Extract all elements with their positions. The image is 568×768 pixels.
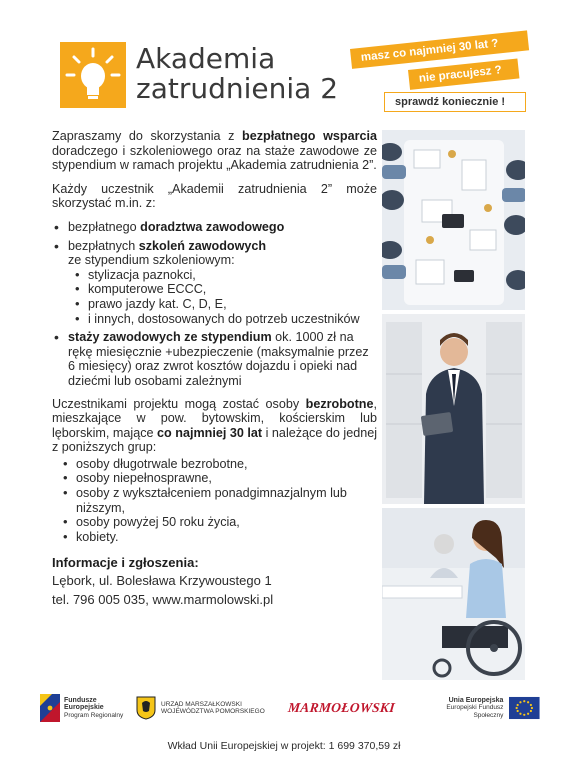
groups-list bbox=[62, 457, 377, 545]
photo-woman-wheelchair bbox=[382, 508, 525, 680]
intro-text-2: doradczego i szkoleniowego oraz na staże zawodowe ze stypendium w ramach projektu „Akademia zatrudnienia 2”. bbox=[52, 143, 377, 173]
eu-flag-icon bbox=[509, 695, 540, 721]
participants-text-1: Uczestnikami projektu mogą zostać osoby bbox=[52, 396, 306, 411]
footer-logos bbox=[40, 690, 540, 730]
fe-line-2: Europejskie bbox=[64, 704, 104, 712]
info-heading: Informacje i zgłoszenia: bbox=[52, 555, 199, 571]
photo-businessman-tablet bbox=[382, 314, 525, 504]
ue-line-2: Europejski Fundusz Społeczny bbox=[446, 704, 504, 719]
tag-check-it: sprawdź koniecznie ! bbox=[384, 92, 526, 112]
participants-paragraph bbox=[52, 397, 377, 455]
tag-unemployed-question: nie pracujesz ? bbox=[408, 59, 519, 90]
benefit-2-bold: szkoleń zawodowych bbox=[138, 238, 267, 253]
benefit-2-suffix: ze stypendium szkoleniowym: bbox=[68, 253, 235, 268]
course-item: • prawo jazdy kat. C, D, E, bbox=[74, 297, 377, 312]
info-address: Lębork, ul. Bolesława Krzywoustego 1 bbox=[52, 573, 272, 589]
fe-line-3: Program Regionalny bbox=[64, 711, 124, 719]
offer-intro: Każdy uczestnik „Akademii zatrudnienia 2” może skorzystać m.in. z: bbox=[52, 181, 377, 211]
main-text-column bbox=[52, 129, 377, 609]
benefit-1-bold: doradztwa zawodowego bbox=[140, 219, 285, 234]
page-title bbox=[136, 44, 338, 104]
eu-contribution-note: Wkład Unii Europejskiej w projekt: 1 699 370,59 zł bbox=[167, 740, 401, 752]
marmolowski-logo bbox=[288, 690, 395, 726]
intro-text-1: Zapraszamy do skorzystania z bbox=[52, 129, 243, 143]
group-item: • osoby powyżej 50 roku życia, bbox=[62, 515, 377, 530]
benefit-internship bbox=[52, 330, 377, 388]
intro-text-bold: bezpłatnego wsparcia bbox=[242, 129, 377, 143]
um-line-1: URZĄD MARSZAŁKOWSKI bbox=[161, 700, 242, 708]
courses-list bbox=[74, 268, 377, 326]
intro-paragraph bbox=[52, 129, 377, 173]
fundusze-europejskie-logo bbox=[40, 690, 123, 726]
benefit-1-text: bezpłatnego bbox=[68, 219, 141, 234]
participants-bold-1: bezrobotne bbox=[305, 396, 374, 411]
um-line-2: WOJEWÓDZTWA POMORSKIEGO bbox=[161, 708, 265, 715]
lightbulb-logo bbox=[60, 42, 126, 108]
benefit-2-text: bezpłatnych bbox=[68, 238, 139, 253]
benefit-3-bold: staży zawodowych ze stypendium bbox=[68, 330, 272, 345]
group-item: • osoby z wykształceniem ponadgimnazjalnym lub niższym, bbox=[62, 486, 377, 515]
group-item: • osoby niepełnosprawne, bbox=[62, 471, 377, 486]
participants-bold-2: co najmniej 30 lat bbox=[157, 425, 263, 440]
lightbulb-icon bbox=[60, 42, 126, 108]
group-item: • kobiety. bbox=[62, 530, 377, 545]
urzad-marszalkowski-logo bbox=[136, 690, 265, 726]
fundusze-europejskie-icon bbox=[40, 694, 60, 722]
info-contact: tel. 796 005 035, www.marmolowski.pl bbox=[52, 592, 274, 608]
title-line-1: Akademia bbox=[136, 42, 276, 75]
benefit-counseling bbox=[52, 220, 377, 235]
fe-line-1: Fundusze bbox=[64, 696, 97, 704]
photo-meeting-table bbox=[382, 130, 525, 310]
course-item: • komputerowe ECCC, bbox=[74, 282, 377, 297]
course-item: • stylizacja paznokci, bbox=[74, 268, 377, 283]
group-item: • osoby długotrwale bezrobotne, bbox=[62, 457, 377, 472]
benefits-list bbox=[52, 220, 377, 389]
benefit-training bbox=[52, 239, 377, 327]
title-line-2: zatrudnienia 2 bbox=[136, 72, 339, 105]
marmolowski-wordmark: MARMOŁOWSKI bbox=[287, 700, 396, 715]
ue-line-1: Unia Europejska bbox=[448, 696, 504, 704]
unia-europejska-logo bbox=[428, 690, 540, 726]
tag-age-question: masz co najmniej 30 lat ? bbox=[350, 30, 529, 68]
participants-text-3: i należące do jednej z poniższych grup: bbox=[52, 425, 378, 455]
course-item: • i innych, dostosowanych do potrzeb uczestników bbox=[74, 312, 377, 327]
participants-text-2: , mieszkające w pow. bytowskim, kościerskim lub lęborskim, mające bbox=[52, 396, 377, 440]
pomorskie-crest-icon bbox=[136, 696, 156, 720]
benefit-3-text: ok. 1000 zł na rękę miesięcznie +ubezpieczenie (maksymalnie przez 6 miesięcy) oraz zwrot kosztów dojazdu i opieki nad dziećmi lub osobami zależnymi bbox=[68, 330, 369, 388]
